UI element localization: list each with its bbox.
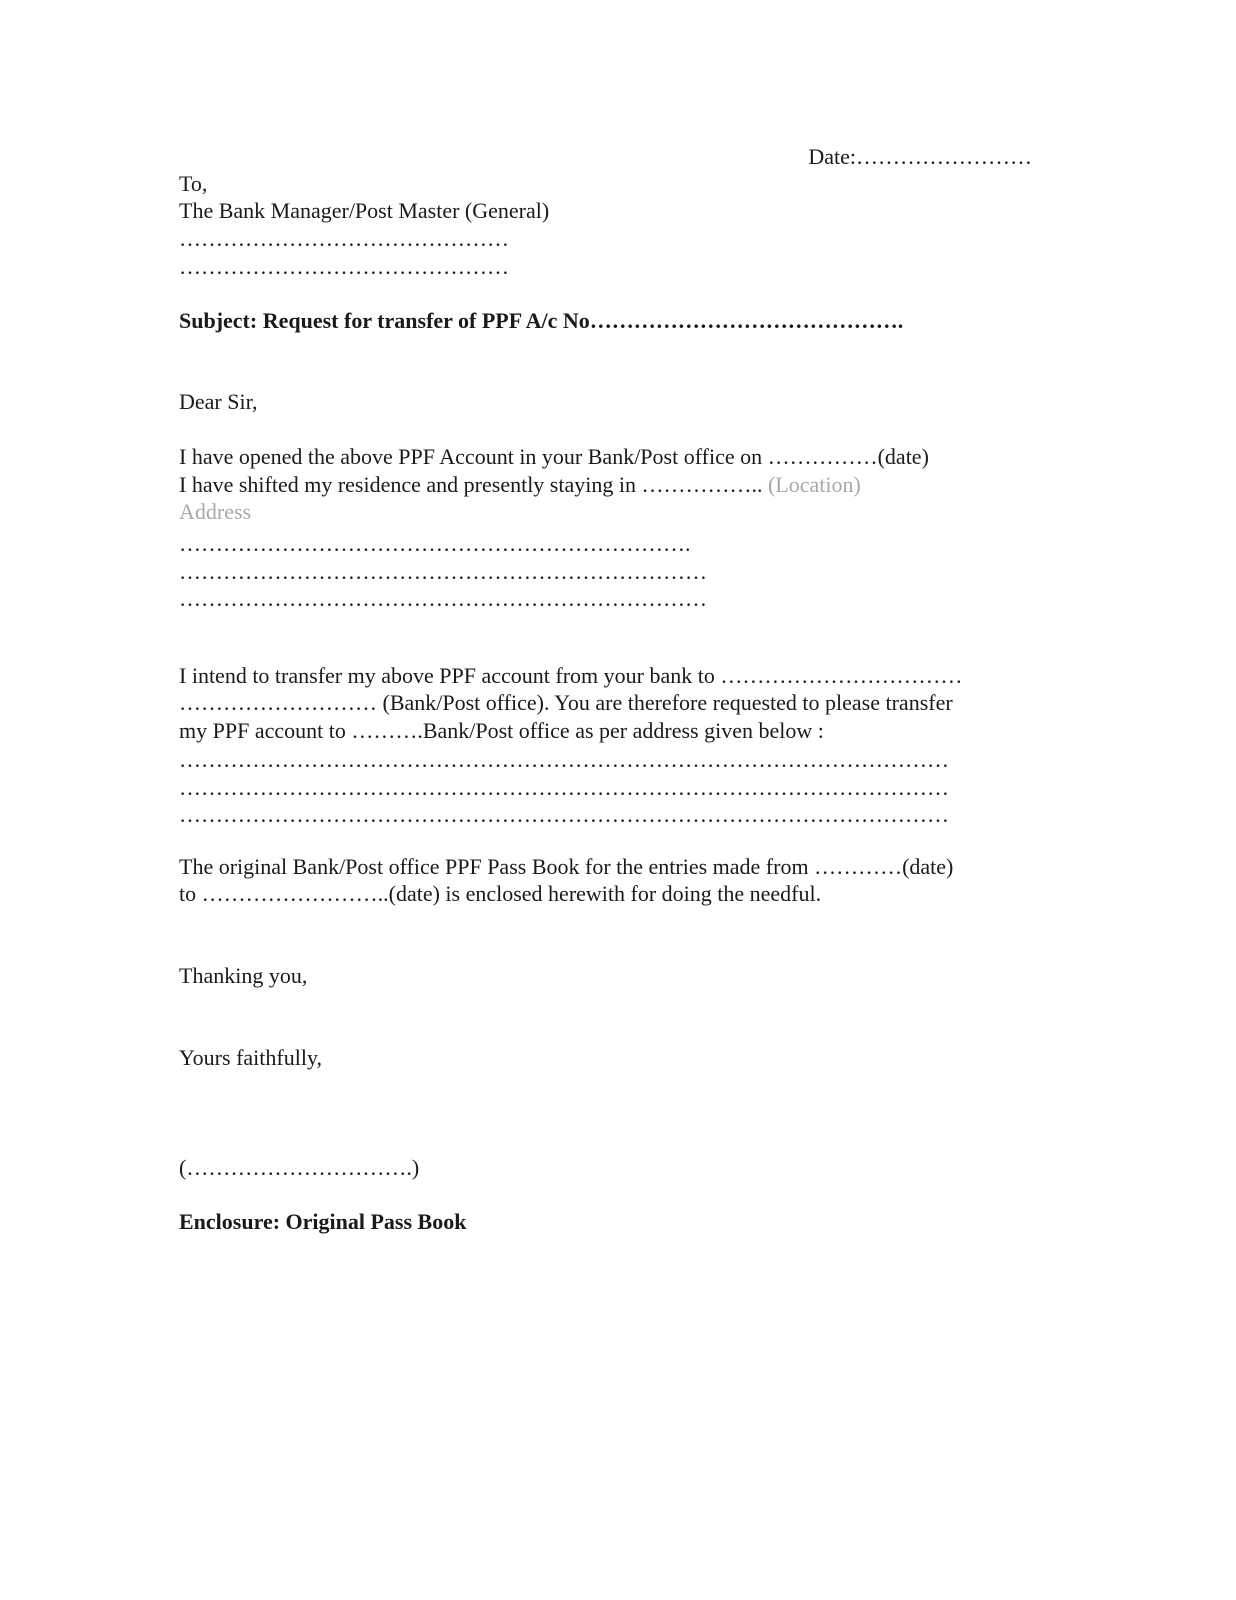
recipient-address-line: ……………………………………… bbox=[179, 226, 509, 251]
address-line: ……………………………………………………………. bbox=[179, 531, 691, 556]
closing-line: Thanking you, bbox=[179, 963, 308, 988]
para1-line2-text: I have shifted my residence and presently staying in …………….. bbox=[179, 472, 768, 497]
new-address-line: …………………………………………………………………………………………… bbox=[179, 775, 949, 800]
new-address-line: …………………………………………………………………………………………… bbox=[179, 802, 949, 827]
para1-line: I have opened the above PPF Account in your Bank/Post office on ……………(date) bbox=[179, 444, 929, 469]
para3-line: to ……………………..(date) is enclosed herewith for doing the needful. bbox=[179, 881, 822, 906]
recipient-title: The Bank Manager/Post Master (General) bbox=[179, 198, 550, 223]
signature-line: (………………………….) bbox=[179, 1155, 420, 1180]
date-line: Date:…………………… bbox=[808, 144, 1032, 169]
signoff-line: Yours faithfully, bbox=[179, 1045, 323, 1070]
para2-line: ……………………… (Bank/Post office). You are therefore requested to please transfer bbox=[179, 690, 953, 715]
to-label: To, bbox=[179, 171, 208, 196]
salutation: Dear Sir, bbox=[179, 389, 258, 414]
location-placeholder: (Location) bbox=[767, 472, 861, 497]
para2-line: my PPF account to ……….Bank/Post office as per address given below : bbox=[179, 718, 824, 743]
para3-line: The original Bank/Post office PPF Pass Book for the entries made from …………(date) bbox=[179, 854, 954, 879]
para1-line bbox=[179, 471, 861, 499]
para2-line: I intend to transfer my above PPF account from your bank to …………………………… bbox=[179, 663, 963, 688]
address-line: ……………………………………………………………… bbox=[179, 559, 707, 584]
new-address-line: …………………………………………………………………………………………… bbox=[179, 747, 949, 772]
address-line: ……………………………………………………………… bbox=[179, 586, 707, 611]
address-placeholder: Address bbox=[179, 499, 252, 524]
enclosure-line: Enclosure: Original Pass Book bbox=[179, 1209, 467, 1234]
recipient-address-line: ……………………………………… bbox=[179, 254, 509, 279]
subject-line: Subject: Request for transfer of PPF A/c No……………………………………. bbox=[179, 308, 904, 333]
